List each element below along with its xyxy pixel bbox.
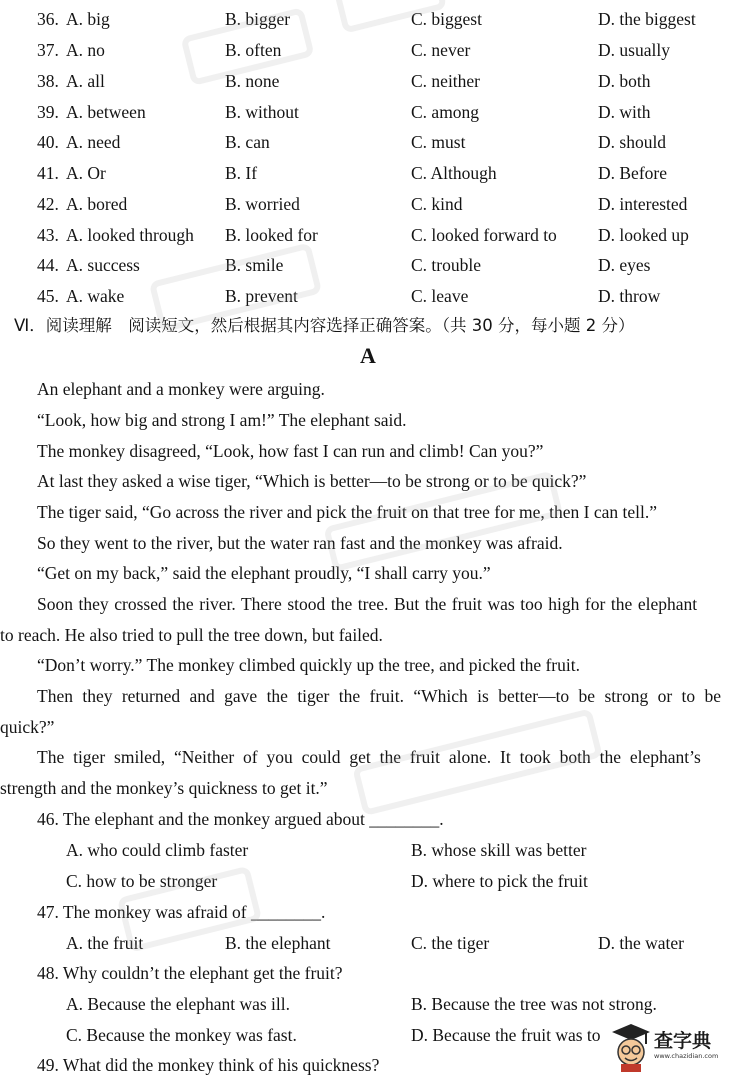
passage-line: An elephant and a monkey were arguing. [37, 379, 325, 399]
question-47-stem: 47. The monkey was afraid of ________. [37, 902, 326, 922]
cloze-number: 36. [37, 9, 59, 29]
cloze-option-b: B. prevent [225, 286, 298, 306]
cloze-option-a: A. need [66, 132, 121, 152]
question-49-stem: 49. What did the monkey think of his quickness? [37, 1055, 380, 1075]
logo [610, 1022, 730, 1072]
cloze-option-d: D. the biggest [598, 9, 696, 29]
cloze-option-b: B. none [225, 71, 280, 91]
cloze-option-d: D. both [598, 71, 651, 91]
question-46-option-d: D. where to pick the fruit [411, 871, 588, 891]
cloze-option-c: C. trouble [411, 255, 481, 275]
cloze-row [0, 160, 736, 186]
cloze-option-c: C. neither [411, 71, 481, 91]
passage-line: The tiger smiled, “Neither of you could get the fruit alone. It took both the elephant’s [37, 747, 701, 767]
cloze-option-d: D. throw [598, 286, 661, 306]
cloze-option-b: B. can [225, 132, 270, 152]
logo-text: 查字典 [654, 1030, 712, 1052]
cloze-row [0, 99, 736, 125]
question-47-option-b: B. the elephant [225, 933, 331, 953]
cloze-option-a: A. all [66, 71, 105, 91]
cloze-row [0, 283, 736, 309]
cloze-option-c: C. never [411, 40, 471, 60]
cloze-number: 39. [37, 102, 59, 122]
cloze-option-d: D. should [598, 132, 667, 152]
question-48-option-d: D. Because the fruit was to [411, 1025, 601, 1045]
passage-line: “Don’t worry.” The monkey climbed quickly up the tree, and picked the fruit. [37, 655, 580, 675]
question-46-option-c: C. how to be stronger [66, 871, 218, 891]
cloze-option-d: D. with [598, 102, 651, 122]
passage-line: “Get on my back,” said the elephant proudly, “I shall carry you.” [37, 563, 491, 583]
cloze-option-a: A. success [66, 255, 140, 275]
question-48-option-b: B. Because the tree was not strong. [411, 994, 657, 1014]
question-46-option-b: B. whose skill was better [411, 840, 587, 860]
cloze-option-c: C. leave [411, 286, 469, 306]
cloze-option-d: D. looked up [598, 225, 689, 245]
cloze-option-a: A. no [66, 40, 105, 60]
cloze-option-a: A. Or [66, 163, 106, 183]
cloze-number: 37. [37, 40, 59, 60]
passage-line: to reach. He also tried to pull the tree down, but failed. [0, 625, 383, 645]
cloze-option-b: B. smile [225, 255, 284, 275]
cloze-option-c: C. among [411, 102, 480, 122]
passage-line: The tiger said, “Go across the river and pick the fruit on that tree for me, then I can tell.” [37, 502, 658, 522]
cloze-option-b: B. looked for [225, 225, 318, 245]
passage-line: Soon they crossed the river. There stood the tree. But the fruit was too high for the elephant [37, 594, 698, 614]
cloze-number: 41. [37, 163, 59, 183]
passage-line: The monkey disagreed, “Look, how fast I can run and climb! Can you?” [37, 441, 544, 461]
mascot-icon [610, 1022, 652, 1072]
cloze-number: 40. [37, 132, 59, 152]
passage-label: A [360, 343, 376, 368]
cloze-row [0, 191, 736, 217]
cloze-row [0, 252, 736, 278]
cloze-option-a: A. bored [66, 194, 128, 214]
cloze-row [0, 129, 736, 155]
passage-line: So they went to the river, but the water ran fast and the monkey was afraid. [37, 533, 563, 553]
cloze-option-c: C. Although [411, 163, 497, 183]
question-48-option-c: C. Because the monkey was fast. [66, 1025, 297, 1045]
cloze-option-a: A. looked through [66, 225, 194, 245]
cloze-option-a: A. big [66, 9, 110, 29]
cloze-number: 43. [37, 225, 59, 245]
cloze-option-b: B. worried [225, 194, 300, 214]
cloze-option-d: D. Before [598, 163, 668, 183]
passage-line: “Look, how big and strong I am!” The elephant said. [37, 410, 407, 430]
cloze-option-c: C. biggest [411, 9, 482, 29]
cloze-row [0, 6, 736, 32]
question-46-stem: 46. The elephant and the monkey argued about ________. [37, 809, 444, 829]
passage-line: quick?” [0, 717, 55, 737]
question-47-option-d: D. the water [598, 933, 685, 953]
question-47-option-c: C. the tiger [411, 933, 490, 953]
cloze-option-a: A. wake [66, 286, 125, 306]
cloze-row [0, 37, 736, 63]
cloze-option-b: B. If [225, 163, 258, 183]
cloze-option-d: D. usually [598, 40, 670, 60]
cloze-option-b: B. bigger [225, 9, 291, 29]
cloze-number: 42. [37, 194, 59, 214]
passage-line: Then they returned and gave the tiger the fruit. “Which is better—to be strong or to be [37, 686, 722, 706]
cloze-row [0, 68, 736, 94]
cloze-option-d: D. interested [598, 194, 688, 214]
question-46-option-a: A. who could climb faster [66, 840, 249, 860]
cloze-row [0, 222, 736, 248]
cloze-number: 45. [37, 286, 59, 306]
logo-url: www.chazidian.com [654, 1052, 719, 1060]
passage-line: strength and the monkey’s quickness to get it.” [0, 778, 328, 798]
question-47-option-a: A. the fruit [66, 933, 144, 953]
cloze-option-b: B. without [225, 102, 299, 122]
section-header: Ⅵ．阅读理解 阅读短文，然后根据其内容选择正确答案。（共 30 分，每小题 2 分） [14, 316, 635, 335]
cloze-number: 38. [37, 71, 59, 91]
cloze-option-b: B. often [225, 40, 282, 60]
cloze-option-c: C. kind [411, 194, 463, 214]
question-48-stem: 48. Why couldn’t the elephant get the fruit? [37, 963, 343, 983]
cloze-option-a: A. between [66, 102, 146, 122]
cloze-number: 44. [37, 255, 59, 275]
question-48-option-a: A. Because the elephant was ill. [66, 994, 291, 1014]
passage-line: At last they asked a wise tiger, “Which is better—to be strong or to be quick?” [37, 471, 587, 491]
cloze-option-c: C. looked forward to [411, 225, 557, 245]
cloze-option-c: C. must [411, 132, 466, 152]
cloze-option-d: D. eyes [598, 255, 651, 275]
